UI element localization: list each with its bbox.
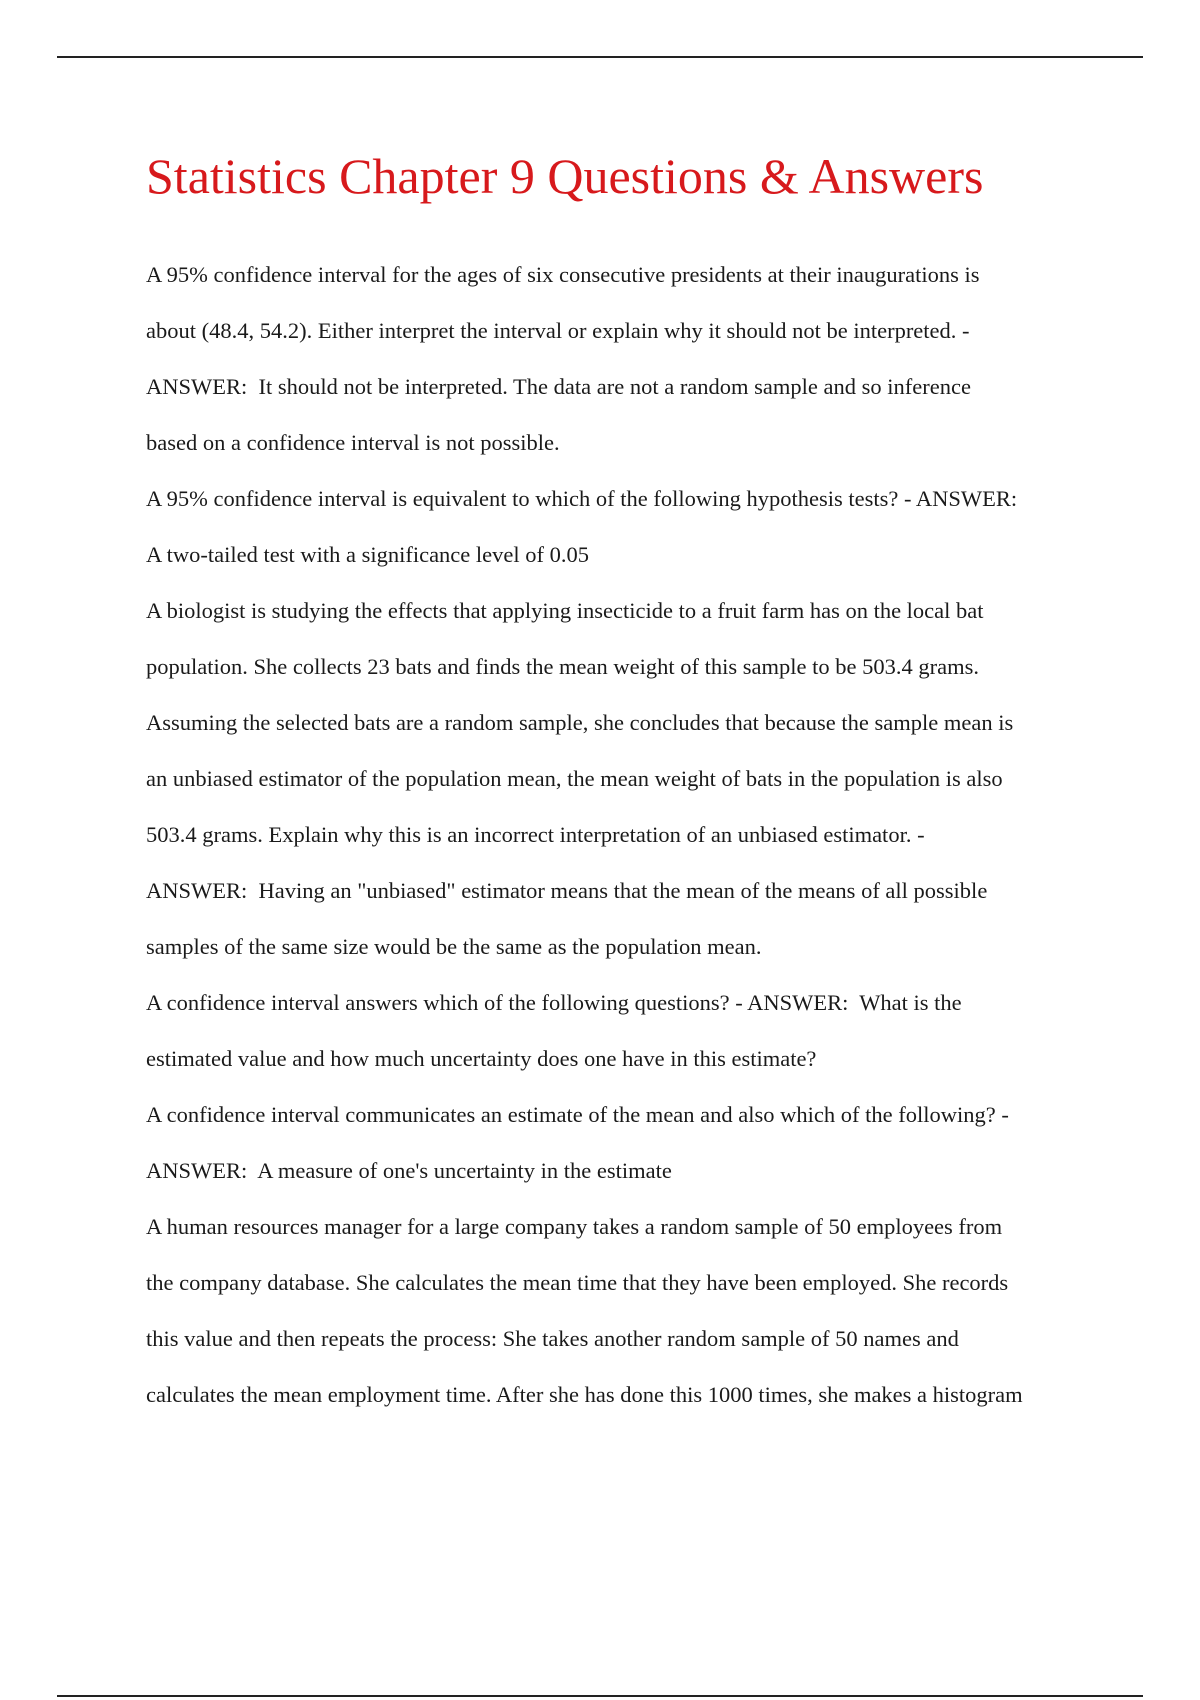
text-line: A two-tailed test with a significance level of 0.05 (146, 542, 590, 567)
header-rule (57, 56, 1143, 58)
text-line: estimated value and how much uncertainty does one have in this estimate? (146, 1046, 817, 1071)
text-line: Assuming the selected bats are a random sample, she concludes that because the sample mean is (146, 710, 1014, 735)
text-line: A 95% confidence interval is equivalent to which of the following hypothesis tests? - ANSWER: (146, 486, 1018, 511)
document-body (146, 261, 1106, 1437)
text-line: A confidence interval communicates an estimate of the mean and also which of the following? - (146, 1102, 1009, 1127)
text-line: an unbiased estimator of the population mean, the mean weight of bats in the population is also (146, 766, 1003, 791)
text-line: calculates the mean employment time. After she has done this 1000 times, she makes a histogram (146, 1382, 1023, 1407)
text-line: A biologist is studying the effects that applying insecticide to a fruit farm has on the local bat (146, 598, 984, 623)
text-line: this value and then repeats the process: She takes another random sample of 50 names and (146, 1326, 959, 1351)
text-line: about (48.4, 54.2). Either interpret the interval or explain why it should not be interpreted. - (146, 318, 970, 343)
text-line: A human resources manager for a large company takes a random sample of 50 employees from (146, 1214, 1003, 1239)
text-line: population. She collects 23 bats and finds the mean weight of this sample to be 503.4 grams. (146, 654, 979, 679)
footer-rule (57, 1695, 1143, 1697)
text-line: ANSWER: It should not be interpreted. The data are not a random sample and so inference (146, 374, 971, 399)
text-line: A 95% confidence interval for the ages of six consecutive presidents at their inaugurations is (146, 262, 980, 287)
text-line: A confidence interval answers which of the following questions? - ANSWER: What is the (146, 990, 962, 1015)
text-line: 503.4 grams. Explain why this is an incorrect interpretation of an unbiased estimator. - (146, 822, 925, 847)
document-title: Statistics Chapter 9 Questions & Answers (146, 148, 984, 204)
text-line: ANSWER: A measure of one's uncertainty in the estimate (146, 1158, 672, 1183)
text-line: based on a confidence interval is not possible. (146, 430, 560, 455)
text-line: samples of the same size would be the same as the population mean. (146, 934, 762, 959)
text-line: ANSWER: Having an "unbiased" estimator means that the mean of the means of all possible (146, 878, 988, 903)
text-line: the company database. She calculates the mean time that they have been employed. She records (146, 1270, 1009, 1295)
